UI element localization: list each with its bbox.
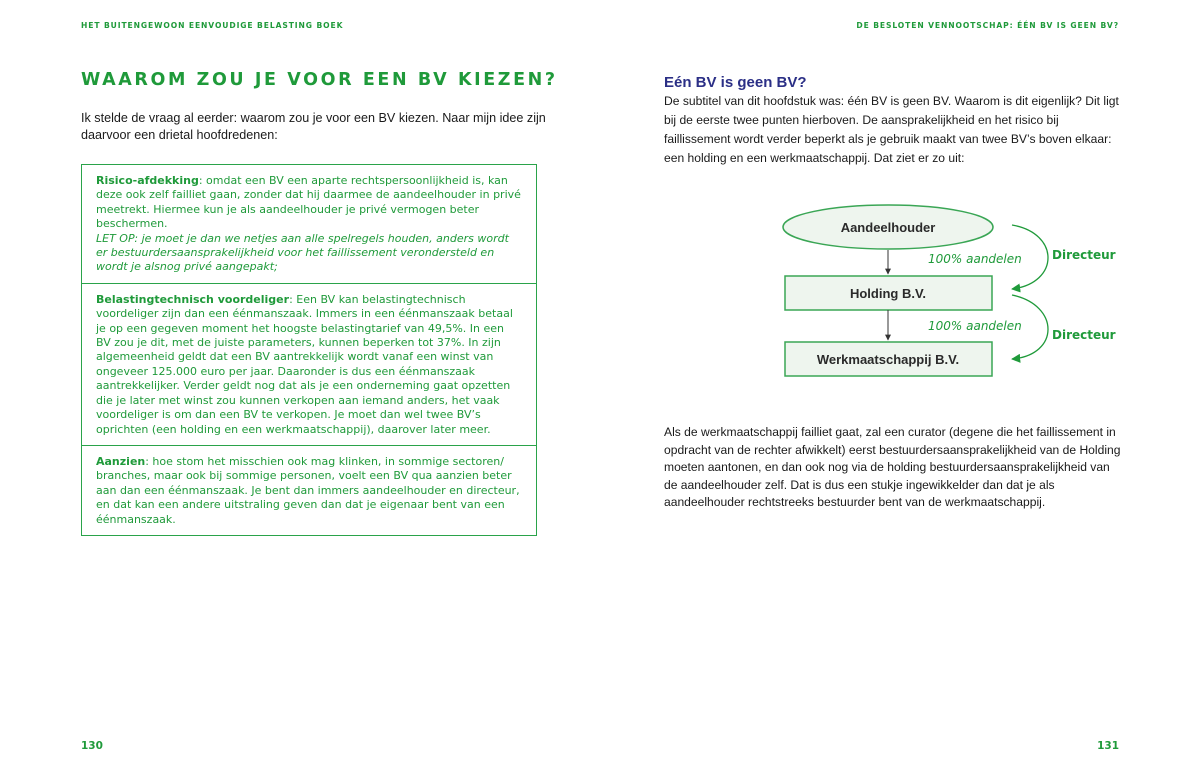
page-number-left: 130 — [81, 740, 103, 752]
running-head-left: HET BUITENGEWOON EENVOUDIGE BELASTING BOEK — [81, 21, 344, 30]
reason-warning: LET OP: je moet je dan we netjes aan alle spelregels houden, anders wordt er bestuurdersaansprakelijkheid voor het faillissement verondersteld en wordt je alsnog privé aangepakt; — [96, 231, 509, 274]
reason-term: Risico-afdekking — [96, 174, 199, 187]
reason-term: Aanzien — [96, 454, 146, 468]
bv-structure-diagram — [760, 195, 1140, 395]
operating-label: Werkmaatschappij B.V. — [816, 352, 960, 367]
reason-tax — [82, 284, 536, 446]
body-paragraph-1: De subtitel van dit hoofdstuk was: één BV is geen BV. Waarom is dit eigenlijk? Dit ligt bij de eerste twee punten hierboven. De aansprakelijkheid en het risico bij faillissement wordt verder beperkt als je gebruik maakt van twee BV’s boven elkaar: een holding en een werkmaatschappij. Dat ziet er zo uit: — [664, 94, 1119, 165]
intro-paragraph: Ik stelde de vraag al eerder: waarom zou je voor een BV kiezen. Naar mijn idee zijn daarvoor een drietal hoofdredenen: — [81, 111, 546, 142]
shares-label-2: 100% aandelen — [928, 319, 1022, 333]
shares-label-1: 100% aandelen — [928, 252, 1022, 266]
shareholder-label: Aandeelhouder — [840, 220, 936, 235]
chapter-title: WAAROM ZOU JE VOOR EEN BV KIEZEN? — [81, 70, 558, 90]
reason-risk — [82, 165, 536, 284]
director-label-2: Directeur — [1052, 328, 1116, 342]
reason-text: : Een BV kan belastingtechnisch voordeliger zijn dan een éénmanszaak. Immers in een éénmanszaak betaal je op een gegeven moment het hoogste belastingtarief van 49,5%. In een BV zou je dit, met de juiste parameters, kunnen beperken tot 37%. In zijn algemeenheid geldt dat een BV aantrekkelijk wordt vanaf een winst van ongeveer 125.000 euro per jaar. Daaronder is dus een éénmanszaak aantrekkelijker. Verder geldt nog dat als je een onderneming gaat opzetten die je later met winst zou kunnen verkopen aan iemand anders, het vaak voordeliger is om dan een BV te verkopen. Je moet dan wel twee BV’s oprichten (een holding en een werkmaatschappij), daarover later meer. — [96, 292, 513, 436]
holding-label: Holding B.V. — [849, 286, 927, 301]
section-title: Eén BV is geen BV? — [664, 74, 807, 91]
running-head-right: DE BESLOTEN VENNOOTSCHAP: ÉÉN BV IS GEEN BV? — [856, 21, 1119, 30]
reason-text: : omdat een BV een aparte rechtspersoonlijkheid is, kan deze ook zelf failliet gaan, zonder dat hij daarmee de aandeelhouder in privé meetrekt. Hiermee kun je als aandeelhouder je privé vermogen beter beschermen. — [96, 174, 521, 231]
page-number-right: 131 — [1097, 740, 1119, 752]
body-paragraph-2: Als de werkmaatschappij failliet gaat, zal een curator (degene die het faillissement in opdracht van de rechter afwikkelt) eerst bestuurdersaansprakelijkheid van de Holding moeten aantonen, en dan ook nog via de holding bestuurdersaansprakelijkheid van de aandeelhouder zelf. Dat is dus een stukje ingewikkelder dan dat je als aandeelhouder rechtstreeks bestuurder bent van de werkmaatschappij. — [664, 425, 1121, 509]
reason-text: : hoe stom het misschien ook mag klinken, in sommige sectoren/ branches, maar ook bij sommige personen, voelt een BV qua aanzien beter aan dan een éénmanszaak. Je bent dan immers aandeelhouder en directeur, en dat kan een andere uitstraling geven dan dat je eigenaar bent van een éénmanszaak. — [96, 454, 520, 526]
director-label-1: Directeur — [1052, 248, 1116, 262]
reasons-box — [81, 164, 537, 536]
reason-prestige — [82, 446, 536, 535]
reason-term: Belastingtechnisch voordeliger — [96, 292, 290, 306]
